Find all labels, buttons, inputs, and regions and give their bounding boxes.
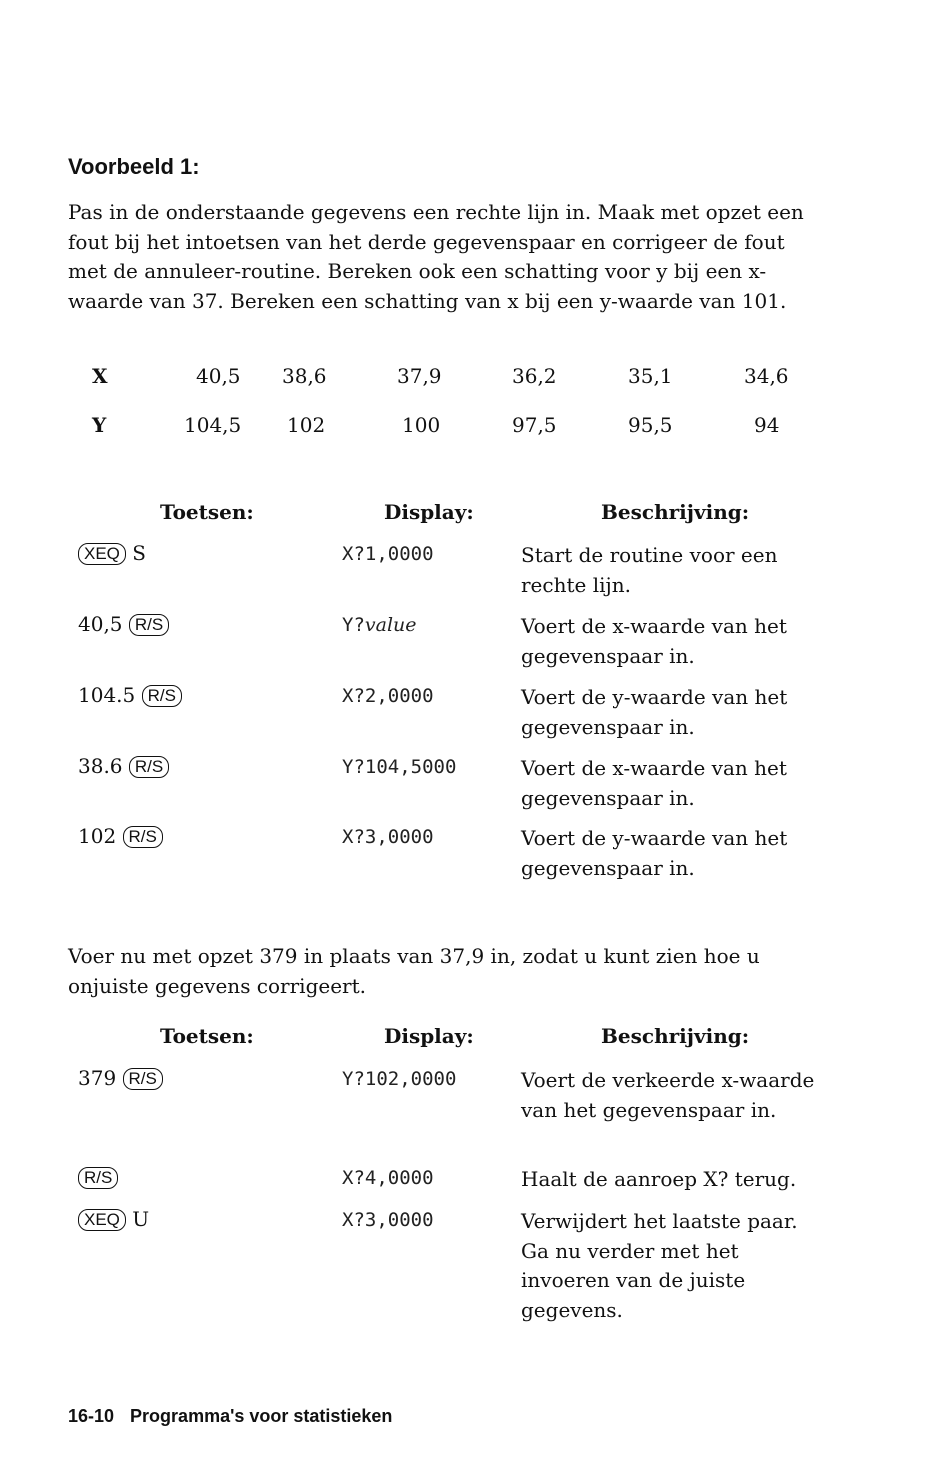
xeq-key: XEQ [78,543,126,565]
display-cell: X?3,0000 [342,1209,434,1231]
x-value: 36,2 [512,364,557,388]
page-number: 16-10 [68,1406,115,1426]
y-value: 104,5 [184,413,242,437]
x-values-row [68,364,808,394]
x-value: 38,6 [282,364,327,388]
description-cell: Start de routine voor een rechte lijn. [521,543,778,597]
y-values-row [68,413,808,443]
keys-cell: XEQ U [78,1207,149,1231]
description-cell: Voert de x-waarde van het gegevenspaar in. [521,614,787,668]
x-value: 37,9 [397,364,442,388]
description-cell: Voert de x-waarde van het gegevenspaar in. [521,756,787,810]
rs-key: R/S [123,1068,163,1090]
x-value: 35,1 [628,364,673,388]
x-value: 40,5 [196,364,241,388]
rs-key: R/S [123,826,163,848]
display-header: Display: [384,500,474,524]
rs-key: R/S [129,756,169,778]
table2-header [68,1024,828,1054]
intro-paragraph: Pas in de onderstaande gegevens een rechte lijn in. Maak met opzet een fout bij het intoetsen van het derde gegevenspaar en corrigeer de fout met de annuleer-routine. Bereken ook een schatting voor y bij een x-waarde van 37. Bereken een schatting van x bij een y-waarde van 101. [68,200,804,313]
y-value: 95,5 [628,413,673,437]
display-value-placeholder: value [364,614,417,636]
display-cell: Y?value [342,614,417,636]
display-cell: X?3,0000 [342,826,434,848]
description-cell: Voert de y-waarde van het gegevenspaar in. [521,685,788,739]
keys-cell: XEQ S [78,541,146,565]
x-label: X [92,364,108,388]
y-label: Y [92,413,107,437]
rs-key: R/S [142,685,182,707]
y-value: 100 [402,413,441,437]
y-value: 97,5 [512,413,557,437]
display-cell: Y?104,5000 [342,756,457,778]
keys-cell [78,1165,118,1189]
table1-header [68,500,828,530]
description-cell: Haalt de aanroep X? terug. [521,1167,797,1191]
x-value: 34,6 [744,364,789,388]
keys-header: Toetsen: [160,1024,254,1048]
description-cell: Voert de y-waarde van het gegevenspaar in. [521,826,788,880]
section-title: Programma's voor statistieken [130,1406,393,1426]
keys-header: Toetsen: [160,500,254,524]
rs-key: R/S [78,1167,118,1189]
middle-paragraph: Voer nu met opzet 379 in plaats van 37,9 in, zodat u kunt zien hoe u onjuiste gegevens corrigeert. [68,944,760,998]
keys-cell: 104.5 R/S [78,683,182,707]
y-value: 102 [287,413,326,437]
display-cell: Y?102,0000 [342,1068,457,1090]
xeq-key: XEQ [78,1209,126,1231]
description-header: Beschrijving: [601,500,750,524]
description-cell: Voert de verkeerde x-waarde van het gegevenspaar in. [521,1068,815,1122]
page-footer [68,1406,392,1427]
keys-cell: 38.6 R/S [78,754,169,778]
example-heading: Voorbeeld 1: [68,154,200,179]
display-header: Display: [384,1024,474,1048]
rs-key: R/S [129,614,169,636]
description-header: Beschrijving: [601,1024,750,1048]
keys-cell: 379 R/S [78,1066,163,1090]
keys-cell: 40,5 R/S [78,612,169,636]
display-cell: X?2,0000 [342,685,434,707]
y-value: 94 [754,413,780,437]
description-cell: Verwijdert het laatste paar. Ga nu verder met het invoeren van de juiste gegevens. [521,1209,798,1322]
display-cell: X?4,0000 [342,1167,434,1189]
display-cell: X?1,0000 [342,543,434,565]
keys-cell: 102 R/S [78,824,163,848]
